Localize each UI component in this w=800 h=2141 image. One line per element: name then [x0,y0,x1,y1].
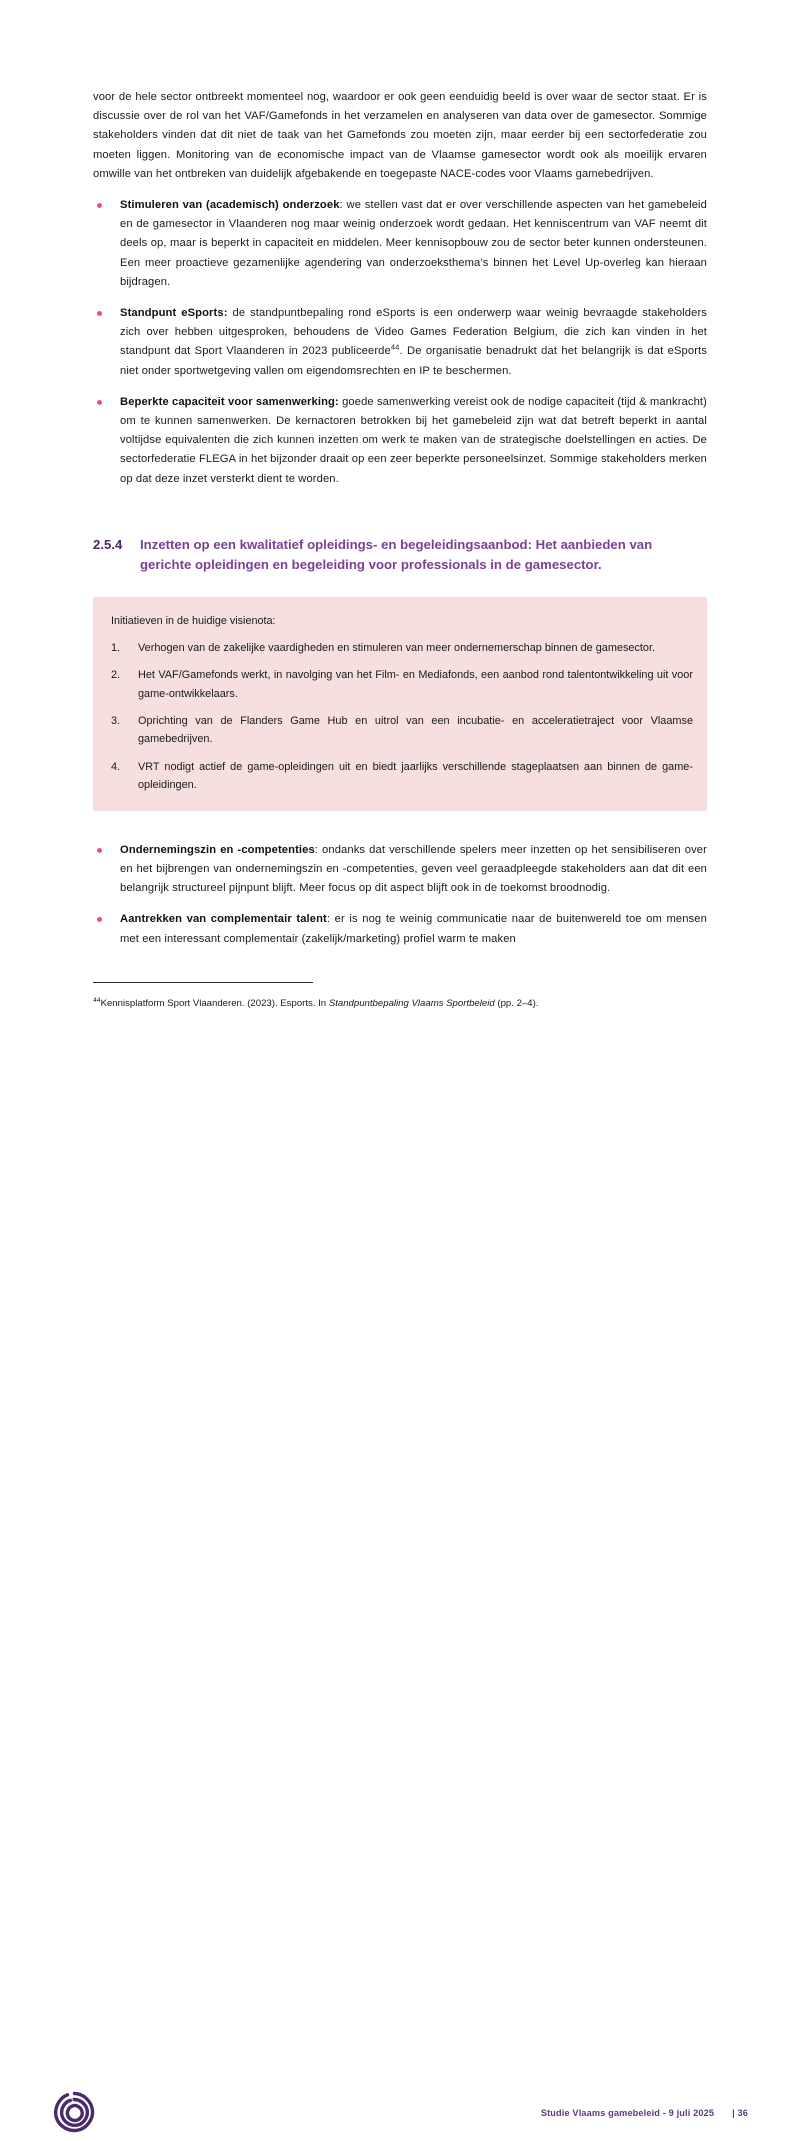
bullet-lead-label: Ondernemingszin en -competenties [120,843,315,856]
findings-bullet-list-bottom [93,841,707,949]
list-item: VRT nodigt actief de game-opleidingen uit en biedt jaarlijks verschillende stageplaatsen aan binnen de game-opleidingen. [138,760,693,792]
list-item [93,910,707,948]
bullet-body-text: de standpuntbepaling rond eSports is een onderwerp waar weinig bevraagde stakeholders zich over hebben uitgesproken, behoudens de Video Games Federation Belgium, die zich kan vinden in het standpunt dat Sport Vlaanderen in 2023 publiceerde [120,307,707,358]
bullet-separator: : [339,199,347,212]
footer-meta [541,2108,748,2118]
bullet-lead-label: Aantrekken van complementair talent [120,913,327,926]
bullet-separator: : [314,843,323,856]
footnote-text-after: (pp. 2–4). [494,998,539,1009]
footer-document-title: Studie Vlaams gamebeleid - 9 juli 2025 [540,2108,715,2118]
findings-bullet-list-top [93,196,707,489]
list-item: Oprichting van de Flanders Game Hub en uitrol van een incubatie- en acceleratietraject voor Vlaamse gamebedrijven. [138,715,693,746]
footnote-area [93,982,707,1011]
intro-paragraph: voor de hele sector ontbreekt momenteel nog, waardoor er ook geen eenduidig beeld is over waar de sector staat. Er is discussie over de rol van het VAF/Gamefonds in het verzamelen en analyseren van data over de gamesector. Sommige stakeholders vinden dat dit niet de taak van het Gamefonds zou moeten zijn, maar eerder bij een sectorfederatie zou moeten liggen. Monitoring van de economische impact van de Vlaamse gamesector wordt ook als moeilijk ervaren omwille van het ontbreken van duidelijk afgebakende en toegepaste NACE-codes voor Vlaams gamebedrijven. [93,91,707,180]
bullet-lead-label: Stimuleren van (academisch) onderzoek [120,199,340,212]
bullet-body-text: er is nog te weinig communicatie naar de buitenwereld toe om mensen met een interessant complementair (zakelijk/marketing) profiel warm te maken [120,913,707,945]
list-item [93,304,707,381]
visienota-callout-box [93,597,707,811]
bullet-dot-icon [97,400,102,405]
bullet-dot-icon [97,203,102,208]
bullet-lead-label: Standpunt eSports: [120,307,228,320]
organisation-logo [50,2088,98,2136]
bullet-body-text: goede samenwerking vereist ook de nodige capaciteit (tijd & mankracht) om te kunnen samenwerken. De kernactoren betrokken bij het gamebeleid zijn wat dat betreft beperkt in aantal voltijdse equivalenten die zich kunnen inzetten om werk te maken van de strategische doelstellingen en acties. De sectorfederatie FLEGA in het bijzonder draait op een zeer beperkte personeelsinzet. Sommige stakeholders merken op dat deze inzet versterkt dient te worden. [120,395,707,485]
footnote-divider [93,982,313,983]
callout-intro-label: Initiatieven in de huidige visienota: [111,614,276,627]
section-heading [93,535,707,575]
bullet-separator: : [326,913,335,926]
page-content [93,88,707,949]
section-title: Inzetten op een kwalitatief opleidings- en begeleidingsaanbod: Het aanbieden van gerichte opleidingen en begeleiding voor professionals in de gamesector. [140,536,653,572]
list-item [93,196,707,292]
footnote-number: 44 [93,996,101,1004]
footnote-source-title: Standpuntbepaling Vlaams Sportbeleid [328,998,495,1009]
list-item [93,841,707,899]
footnote-reference-marker[interactable]: 44 [390,342,400,352]
bullet-dot-icon [97,311,102,316]
bullet-dot-icon [97,917,102,922]
section-number: 2.5.4 [93,536,123,552]
bullet-body-text: we stellen vast dat er over verschillende aspecten van het gamebeleid en de gamesector in Vlaanderen nog maar weinig onderzoek wordt gedaan. Het kenniscentrum van VAF neemt dit deels op, maar is beperkt in capaciteit en middelen. Meer kennisopbouw zou de sector beter kunnen ondersteunen. Een meer proactieve gezamenlijke agendering van onderzoeksthema’s binnen het Level Up-overleg kan hieraan bijdragen. [120,199,707,288]
list-item: Het VAF/Gamefonds werkt, in navolging van het Film- en Mediafonds, een aanbod rond talentontwikkeling uit voor game-ontwikkelaars. [138,669,693,700]
bullet-body-text: ondanks dat verschillende spelers meer inzetten op het sensibiliseren over en het bijbrengen van ondernemingszin en -competenties, geven veel geraadpleegde stakeholders aan dat dit een belangrijk structureel pijnpunt blijft. Meer focus op dit aspect blijft ook in de toekomst broodnodig. [120,843,707,895]
bullet-lead-label: Beperkte capaciteit voor samenwerking: [120,395,339,408]
list-item: Verhogen van de zakelijke vaardigheden en stimuleren van meer ondernemerschap binnen de gamesector. [138,641,656,654]
bullet-body-text-continued: . De organisatie benadrukt dat het belangrijk is dat eSports niet onder sportwetgeving vallen om eigendomsrechten en IP te beschermen. [120,345,707,377]
page-number: | 36 [732,2108,748,2118]
footnote-entry [93,997,707,1011]
callout-numbered-list [107,639,693,795]
footnote-text-before: Kennisplatform Sport Vlaanderen. (2023). Esports. In [100,998,329,1009]
page-footer [0,1040,800,2118]
bullet-dot-icon [97,848,102,853]
list-item [93,393,707,489]
